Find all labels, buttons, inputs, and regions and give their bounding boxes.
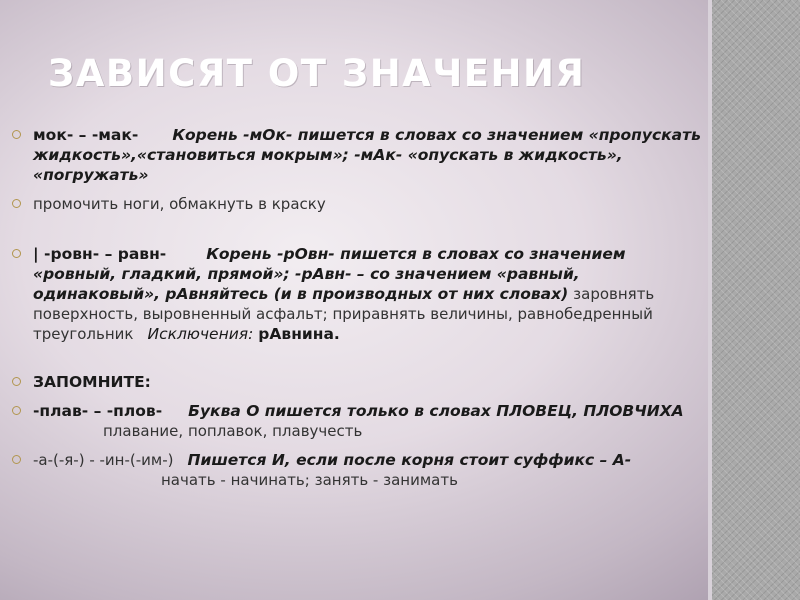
root-pair: | -ровн- – равн- [33,245,167,263]
exceptions-label: Исключения: [147,325,254,343]
examples-text: промочить ноги, обмакнуть в краску [33,195,326,213]
examples-text: плавание, поплавок, плавучесть [103,422,363,440]
remember-heading: ЗАПОМНИТЕ: [33,373,151,391]
list-item [12,244,712,344]
side-decorative-stripe [712,0,800,600]
examples-text: заровнять поверхность, выровненный асфальт; приравнять величины, равнобедренный треугольник [33,285,655,343]
slide-title: ЗАВИСЯТ ОТ ЗНАЧЕНИЯ [48,52,586,95]
bullet-icon [12,455,21,464]
list-item [12,125,712,185]
rule-text: Корень -мОк- пишется в словах со значением «пропускать жидкость»,«становиться мокрым»; -мАк- «опускать в жидкость», «погружать» [33,126,701,184]
root-pair: мок- – -мак- [33,126,139,144]
rule-text: Корень -рОвн- пишется в словах со значением «ровный, гладкий, прямой»; -рАвн- – со значением «равный, одинаковый», рАвняйтесь (и в производных от них словах) [33,245,626,303]
bullet-icon [12,130,21,139]
bullet-icon [12,377,21,386]
exception-word: рАвнина. [258,325,340,343]
root-pair: -плав- – -плов- [33,402,163,420]
list-item [12,372,712,392]
bullet-icon [12,406,21,415]
rule-text: Буква О пишется только в словах ПЛОВЕЦ, ПЛОВЧИХА [188,402,684,420]
list-item [12,450,712,490]
root-pair: -а-(-я-) - -ин-(-им-) [33,451,174,469]
list-item [12,194,712,214]
slide-body [12,125,712,490]
rule-text: Пишется И, если после корня стоит суффикс – А- [187,451,632,469]
bullet-icon [12,199,21,208]
list-item [12,401,712,441]
examples-text: начать - начинать; занять - занимать [161,471,458,489]
bullet-icon [12,249,21,258]
